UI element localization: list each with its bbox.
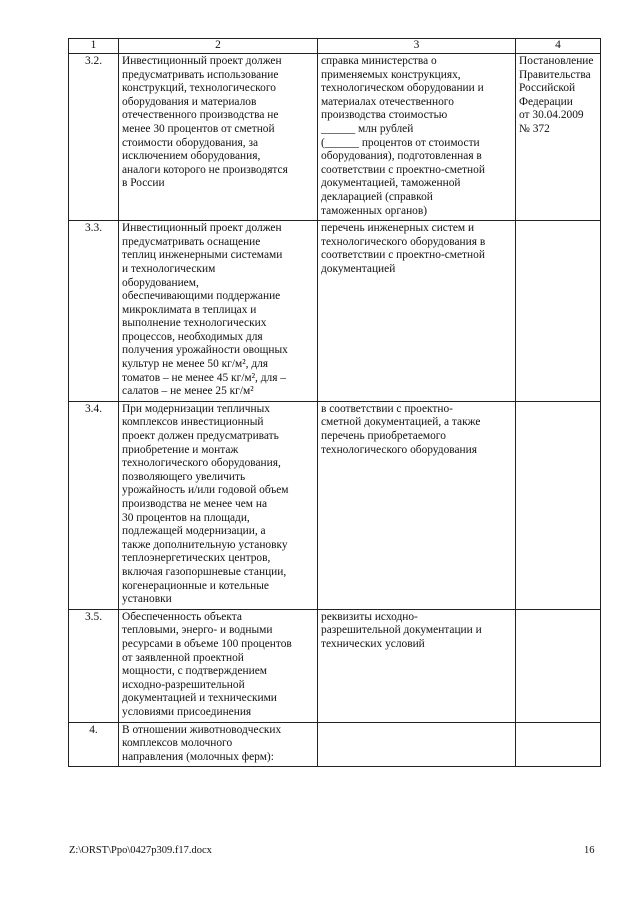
requirement-cell: Инвестиционный проект должен предусматривать оснащение теплиц инженерными системами и технологическим оборудованием, обеспечивающими поддержание микроклимата в теплицах и выполнение технологических процессов, необходимых для получения урожайности овощных культур не менее 50 кг/м², для томатов – не менее 45 кг/м², для – салатов – не менее 25 кг/м² <box>119 221 318 402</box>
table-row <box>69 221 601 402</box>
table-row <box>69 609 601 722</box>
requirement-cell: В отношении животноводческих комплексов молочного направления (молочных ферм): <box>119 722 318 767</box>
basis-cell <box>516 401 601 609</box>
requirement-cell: Обеспеченность объекта тепловыми, энерго- и водными ресурсами в объеме 100 процентов от заявленной проектной мощности, с подтверждением исходно-разрешительной документацией и техническими условиями присоединения <box>119 609 318 722</box>
footer-file-path: Z:\ORST\Ppo\0427p309.f17.docx <box>69 845 212 856</box>
header-col-4: 4 <box>516 39 601 54</box>
row-number: 3.3. <box>69 221 119 402</box>
row-number: 3.4. <box>69 401 119 609</box>
table-row <box>69 722 601 767</box>
document-cell <box>318 722 516 767</box>
header-col-3: 3 <box>318 39 516 54</box>
table-header-row <box>69 39 601 54</box>
requirement-cell: Инвестиционный проект должен предусматривать использование конструкций, технологического оборудования и материалов отечественного производства не менее 30 процентов от сметной стоимости оборудования, за исключением оборудования, аналоги которого не производятся в России <box>119 54 318 221</box>
document-cell: реквизиты исходно- разрешительной документации и технических условий <box>318 609 516 722</box>
row-number: 4. <box>69 722 119 767</box>
table-row <box>69 54 601 221</box>
footer-page-number: 16 <box>584 845 595 856</box>
document-cell: перечень инженерных систем и технологического оборудования в соответствии с проектно-сметной документацией <box>318 221 516 402</box>
header-col-1: 1 <box>69 39 119 54</box>
row-number: 3.5. <box>69 609 119 722</box>
document-cell: в соответствии с проектно- сметной документацией, а также перечень приобретаемого технологического оборудования <box>318 401 516 609</box>
requirements-table <box>68 38 601 767</box>
basis-cell <box>516 221 601 402</box>
table-row <box>69 401 601 609</box>
header-col-2: 2 <box>119 39 318 54</box>
requirement-cell: При модернизации тепличных комплексов инвестиционный проект должен предусматривать приобретение и монтаж технологического оборудования, позволяющего увеличить урожайность и/или годовой объем производства не менее чем на 30 процентов на площади, подлежащей модернизации, а также дополнительную установку теплоэнергетических центров, включая газопоршневые станции, когенерационные и котельные установки <box>119 401 318 609</box>
basis-cell <box>516 722 601 767</box>
basis-cell <box>516 609 601 722</box>
document-cell: справка министерства о применяемых конструкциях, технологическом оборудовании и материалах отечественного производства стоимостью ______ млн рублей (______ процентов от стоимости оборудования), подготовленная в соответствии с проектно-сметной документацией, таможенной декларацией (справкой таможенных органов) <box>318 54 516 221</box>
basis-cell: Постановление Правительства Российской Федерации от 30.04.2009 № 372 <box>516 54 601 221</box>
row-number: 3.2. <box>69 54 119 221</box>
